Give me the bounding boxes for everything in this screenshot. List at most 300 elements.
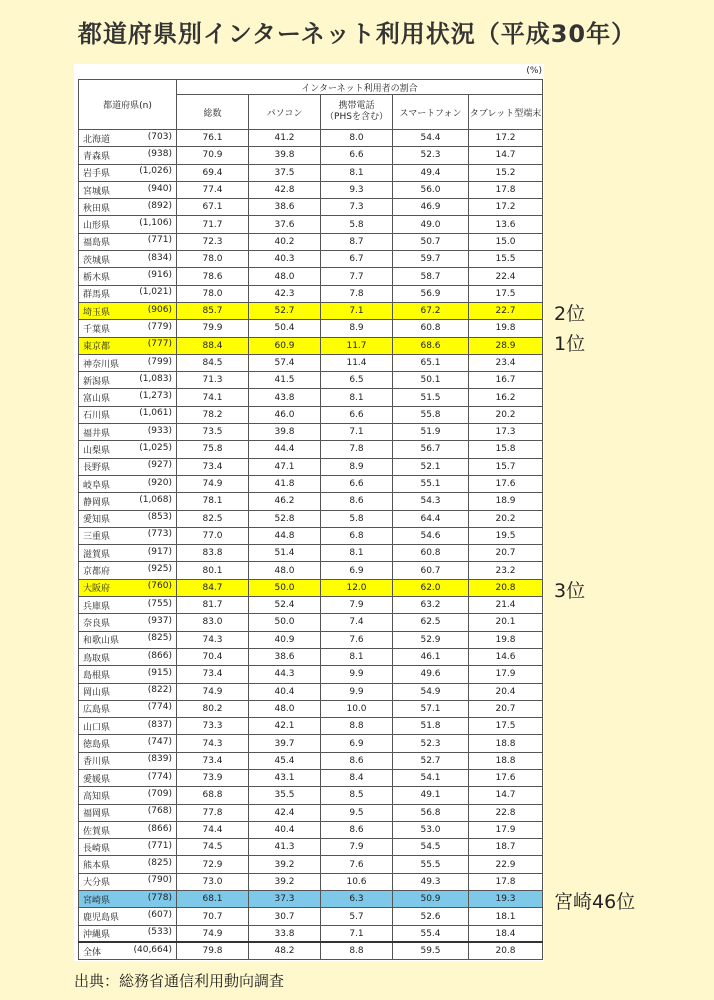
prefecture-name: 岡山県 <box>83 688 111 699</box>
pc-value: 48.0 <box>249 268 321 285</box>
sample-size: (866) <box>147 823 172 834</box>
tablet-value: 22.8 <box>469 804 543 821</box>
mobile-value: 8.0 <box>321 130 393 147</box>
prefecture-cell <box>79 579 177 596</box>
prefecture-cell <box>79 942 177 959</box>
mobile-value: 7.1 <box>321 925 393 942</box>
prefecture-name: 福島県 <box>83 238 111 249</box>
prefecture-cell <box>79 597 177 614</box>
smartphone-value: 46.9 <box>393 199 469 216</box>
table-row <box>79 389 543 406</box>
pc-value: 46.2 <box>249 493 321 510</box>
total-value: 73.5 <box>177 424 249 441</box>
header-group: インターネット利用者の割合 <box>177 80 543 95</box>
pc-value: 37.3 <box>249 891 321 908</box>
total-value: 83.8 <box>177 545 249 562</box>
mobile-value: 7.3 <box>321 199 393 216</box>
tablet-value: 17.2 <box>469 199 543 216</box>
total-value: 73.4 <box>177 752 249 769</box>
prefecture-name: 大阪府 <box>83 584 111 595</box>
pc-value: 30.7 <box>249 908 321 925</box>
mobile-value: 8.9 <box>321 458 393 475</box>
prefecture-cell <box>79 562 177 579</box>
tablet-value: 16.2 <box>469 389 543 406</box>
mobile-value: 8.4 <box>321 769 393 786</box>
pc-value: 38.6 <box>249 648 321 665</box>
mobile-value: 6.6 <box>321 147 393 164</box>
page-title: 都道府県別インターネット利用状況（平成30年） <box>77 20 637 48</box>
table-row <box>79 181 543 198</box>
mobile-value: 8.6 <box>321 493 393 510</box>
sample-size: (1,021) <box>139 287 172 298</box>
source-note: 出典：総務省通信利用動向調査 <box>74 972 285 990</box>
table-row <box>79 130 543 147</box>
prefecture-name: 長野県 <box>83 463 111 474</box>
prefecture-name: 大分県 <box>83 878 111 889</box>
mobile-value: 10.6 <box>321 873 393 890</box>
smartphone-value: 50.1 <box>393 372 469 389</box>
pc-value: 48.0 <box>249 700 321 717</box>
total-value: 78.0 <box>177 285 249 302</box>
smartphone-value: 52.3 <box>393 735 469 752</box>
prefecture-cell <box>79 130 177 147</box>
pc-value: 44.3 <box>249 666 321 683</box>
pc-value: 50.4 <box>249 320 321 337</box>
mobile-value: 8.6 <box>321 821 393 838</box>
sample-size: (40,664) <box>133 944 172 955</box>
pc-value: 42.8 <box>249 181 321 198</box>
pc-value: 44.4 <box>249 441 321 458</box>
total-value: 84.7 <box>177 579 249 596</box>
pc-value: 51.4 <box>249 545 321 562</box>
pc-value: 39.7 <box>249 735 321 752</box>
total-value: 72.3 <box>177 233 249 250</box>
tablet-value: 20.4 <box>469 683 543 700</box>
sample-size: (916) <box>147 270 172 281</box>
prefecture-name: 広島県 <box>83 705 111 716</box>
pc-value: 39.2 <box>249 873 321 890</box>
tablet-value: 28.9 <box>469 337 543 354</box>
total-value: 78.6 <box>177 268 249 285</box>
table-row <box>79 441 543 458</box>
table-row <box>79 285 543 302</box>
total-value: 74.9 <box>177 925 249 942</box>
pc-value: 40.3 <box>249 251 321 268</box>
table-row <box>79 302 543 319</box>
table-row <box>79 873 543 890</box>
total-value: 79.8 <box>177 942 249 959</box>
prefecture-name: 兵庫県 <box>83 601 111 612</box>
pc-value: 50.0 <box>249 614 321 631</box>
total-value: 85.7 <box>177 302 249 319</box>
smartphone-value: 49.6 <box>393 666 469 683</box>
pc-value: 41.8 <box>249 475 321 492</box>
pc-value: 57.4 <box>249 354 321 371</box>
tablet-value: 17.8 <box>469 873 543 890</box>
prefecture-cell <box>79 233 177 250</box>
table-row <box>79 942 543 959</box>
prefecture-name: 全体 <box>83 947 102 958</box>
sample-size: (834) <box>147 252 172 263</box>
smartphone-value: 54.5 <box>393 839 469 856</box>
tablet-value: 20.7 <box>469 545 543 562</box>
prefecture-cell <box>79 147 177 164</box>
sample-size: (768) <box>147 806 172 817</box>
mobile-value: 10.0 <box>321 700 393 717</box>
mobile-value: 7.6 <box>321 856 393 873</box>
table-row <box>79 233 543 250</box>
prefecture-cell <box>79 302 177 319</box>
tablet-value: 15.5 <box>469 251 543 268</box>
tablet-value: 17.9 <box>469 821 543 838</box>
total-value: 74.1 <box>177 389 249 406</box>
total-value: 77.8 <box>177 804 249 821</box>
smartphone-value: 50.9 <box>393 891 469 908</box>
tablet-value: 17.5 <box>469 718 543 735</box>
prefecture-name: 山梨県 <box>83 445 111 456</box>
mobile-value: 7.1 <box>321 424 393 441</box>
sample-size: (760) <box>147 581 172 592</box>
prefecture-name: 千葉県 <box>83 324 111 335</box>
sample-size: (703) <box>147 131 172 142</box>
prefecture-cell <box>79 545 177 562</box>
prefecture-cell <box>79 683 177 700</box>
tablet-value: 20.8 <box>469 942 543 959</box>
smartphone-value: 64.4 <box>393 510 469 527</box>
table-row <box>79 579 543 596</box>
table-row <box>79 527 543 544</box>
sample-size: (917) <box>147 546 172 557</box>
total-value: 83.0 <box>177 614 249 631</box>
smartphone-value: 62.0 <box>393 579 469 596</box>
table-row <box>79 147 543 164</box>
mobile-value: 7.4 <box>321 614 393 631</box>
smartphone-value: 51.5 <box>393 389 469 406</box>
smartphone-value: 49.0 <box>393 216 469 233</box>
sample-size: (799) <box>147 356 172 367</box>
total-value: 74.4 <box>177 821 249 838</box>
header-pc: パソコン <box>249 95 321 130</box>
prefecture-cell <box>79 614 177 631</box>
smartphone-value: 51.8 <box>393 718 469 735</box>
prefecture-name: 三重県 <box>83 532 111 543</box>
prefecture-cell <box>79 804 177 821</box>
mobile-value: 9.9 <box>321 683 393 700</box>
smartphone-value: 54.9 <box>393 683 469 700</box>
smartphone-value: 56.7 <box>393 441 469 458</box>
pc-value: 40.4 <box>249 683 321 700</box>
prefecture-cell <box>79 424 177 441</box>
total-value: 74.3 <box>177 735 249 752</box>
rank-label-osaka: 3位 <box>554 580 586 602</box>
sample-size: (1,083) <box>139 373 172 384</box>
smartphone-value: 67.2 <box>393 302 469 319</box>
prefecture-name: 福井県 <box>83 428 111 439</box>
sample-size: (777) <box>147 339 172 350</box>
mobile-value: 9.5 <box>321 804 393 821</box>
total-value: 76.1 <box>177 130 249 147</box>
prefecture-name: 東京都 <box>83 342 111 353</box>
pc-value: 42.3 <box>249 285 321 302</box>
mobile-value: 6.5 <box>321 372 393 389</box>
rank-label-tokyo: 1位 <box>554 333 586 355</box>
tablet-value: 17.5 <box>469 285 543 302</box>
prefecture-cell <box>79 354 177 371</box>
pc-value: 46.0 <box>249 406 321 423</box>
smartphone-value: 54.1 <box>393 769 469 786</box>
prefecture-name: 福岡県 <box>83 809 111 820</box>
sample-size: (915) <box>147 667 172 678</box>
tablet-value: 15.0 <box>469 233 543 250</box>
header-prefecture: 都道府県(n) <box>79 80 177 130</box>
table-row <box>79 458 543 475</box>
prefecture-name: 宮城県 <box>83 186 111 197</box>
header-tablet: タブレット型端末 <box>469 95 543 130</box>
tablet-value: 21.4 <box>469 597 543 614</box>
rank-label-miyazaki: 宮崎46位 <box>554 891 636 913</box>
total-value: 78.1 <box>177 493 249 510</box>
pc-value: 37.6 <box>249 216 321 233</box>
pc-value: 39.2 <box>249 856 321 873</box>
sample-size: (933) <box>147 425 172 436</box>
tablet-value: 16.7 <box>469 372 543 389</box>
mobile-value: 7.7 <box>321 268 393 285</box>
pc-value: 41.2 <box>249 130 321 147</box>
mobile-value: 7.1 <box>321 302 393 319</box>
sample-size: (822) <box>147 685 172 696</box>
pc-value: 45.4 <box>249 752 321 769</box>
pc-value: 40.2 <box>249 233 321 250</box>
total-value: 74.3 <box>177 631 249 648</box>
table-row <box>79 475 543 492</box>
total-value: 73.4 <box>177 666 249 683</box>
smartphone-value: 54.6 <box>393 527 469 544</box>
prefecture-cell <box>79 268 177 285</box>
table-row <box>79 199 543 216</box>
sample-size: (837) <box>147 719 172 730</box>
tablet-value: 14.6 <box>469 648 543 665</box>
prefecture-name: 北海道 <box>83 134 111 145</box>
sample-size: (1,061) <box>139 408 172 419</box>
pc-value: 48.2 <box>249 942 321 959</box>
table-row <box>79 337 543 354</box>
mobile-value: 8.7 <box>321 233 393 250</box>
prefecture-cell <box>79 908 177 925</box>
sample-size: (771) <box>147 235 172 246</box>
smartphone-value: 68.6 <box>393 337 469 354</box>
table-row <box>79 216 543 233</box>
sample-size: (920) <box>147 477 172 488</box>
smartphone-value: 52.9 <box>393 631 469 648</box>
tablet-value: 22.7 <box>469 302 543 319</box>
pc-value: 50.0 <box>249 579 321 596</box>
pc-value: 42.4 <box>249 804 321 821</box>
tablet-value: 19.5 <box>469 527 543 544</box>
smartphone-value: 60.7 <box>393 562 469 579</box>
mobile-value: 8.1 <box>321 389 393 406</box>
table-row <box>79 908 543 925</box>
prefecture-name: 奈良県 <box>83 618 111 629</box>
prefecture-name: 高知県 <box>83 791 111 802</box>
sample-size: (925) <box>147 564 172 575</box>
prefecture-name: 新潟県 <box>83 376 111 387</box>
pc-value: 43.8 <box>249 389 321 406</box>
sample-size: (853) <box>147 512 172 523</box>
tablet-value: 20.7 <box>469 700 543 717</box>
table-row <box>79 251 543 268</box>
pc-value: 33.8 <box>249 925 321 942</box>
table-row <box>79 406 543 423</box>
mobile-value: 7.6 <box>321 631 393 648</box>
table-row <box>79 648 543 665</box>
total-value: 70.7 <box>177 908 249 925</box>
prefecture-name: 群馬県 <box>83 290 111 301</box>
sample-size: (755) <box>147 598 172 609</box>
pc-value: 52.4 <box>249 597 321 614</box>
prefecture-cell <box>79 527 177 544</box>
prefecture-cell <box>79 787 177 804</box>
tablet-value: 18.8 <box>469 752 543 769</box>
prefecture-cell <box>79 735 177 752</box>
smartphone-value: 49.4 <box>393 164 469 181</box>
mobile-value: 7.9 <box>321 839 393 856</box>
prefecture-cell <box>79 441 177 458</box>
pc-value: 40.9 <box>249 631 321 648</box>
table-row <box>79 510 543 527</box>
smartphone-value: 49.3 <box>393 873 469 890</box>
tablet-value: 13.6 <box>469 216 543 233</box>
smartphone-value: 50.7 <box>393 233 469 250</box>
table-row <box>79 856 543 873</box>
smartphone-value: 55.1 <box>393 475 469 492</box>
sample-size: (774) <box>147 771 172 782</box>
table-row <box>79 839 543 856</box>
mobile-value: 8.1 <box>321 545 393 562</box>
sample-size: (1,068) <box>139 494 172 505</box>
smartphone-value: 52.7 <box>393 752 469 769</box>
table-row <box>79 424 543 441</box>
tablet-value: 17.6 <box>469 475 543 492</box>
mobile-value: 6.3 <box>321 891 393 908</box>
prefecture-cell <box>79 718 177 735</box>
pc-value: 37.5 <box>249 164 321 181</box>
prefecture-cell <box>79 839 177 856</box>
tablet-value: 18.7 <box>469 839 543 856</box>
table-row <box>79 372 543 389</box>
sample-size: (778) <box>147 892 172 903</box>
prefecture-name: 滋賀県 <box>83 549 111 560</box>
tablet-value: 19.8 <box>469 320 543 337</box>
sample-size: (1,106) <box>139 218 172 229</box>
smartphone-value: 51.9 <box>393 424 469 441</box>
smartphone-value: 52.3 <box>393 147 469 164</box>
prefecture-cell <box>79 216 177 233</box>
prefecture-name: 岩手県 <box>83 169 111 180</box>
mobile-value: 8.8 <box>321 942 393 959</box>
total-value: 84.5 <box>177 354 249 371</box>
prefecture-cell <box>79 320 177 337</box>
prefecture-name: 岐阜県 <box>83 480 111 491</box>
tablet-value: 14.7 <box>469 147 543 164</box>
prefecture-name: 香川県 <box>83 757 111 768</box>
header-mobile: 携帯電話 （PHSを含む） <box>321 95 393 130</box>
total-value: 81.7 <box>177 597 249 614</box>
smartphone-value: 59.5 <box>393 942 469 959</box>
smartphone-value: 55.5 <box>393 856 469 873</box>
sample-size: (892) <box>147 200 172 211</box>
prefecture-cell <box>79 458 177 475</box>
table-row <box>79 752 543 769</box>
pc-value: 40.4 <box>249 821 321 838</box>
tablet-value: 14.7 <box>469 787 543 804</box>
total-value: 82.5 <box>177 510 249 527</box>
smartphone-value: 57.1 <box>393 700 469 717</box>
mobile-value: 9.9 <box>321 666 393 683</box>
mobile-value: 6.9 <box>321 735 393 752</box>
smartphone-value: 56.8 <box>393 804 469 821</box>
sample-size: (937) <box>147 615 172 626</box>
mobile-value: 12.0 <box>321 579 393 596</box>
mobile-value: 6.6 <box>321 475 393 492</box>
table-row <box>79 545 543 562</box>
tablet-value: 19.8 <box>469 631 543 648</box>
prefecture-cell <box>79 181 177 198</box>
tablet-value: 15.8 <box>469 441 543 458</box>
table-row <box>79 562 543 579</box>
prefecture-name: 青森県 <box>83 151 111 162</box>
prefecture-name: 佐賀県 <box>83 826 111 837</box>
pc-value: 60.9 <box>249 337 321 354</box>
prefecture-name: 長崎県 <box>83 843 111 854</box>
total-value: 69.4 <box>177 164 249 181</box>
tablet-value: 18.8 <box>469 735 543 752</box>
smartphone-value: 53.0 <box>393 821 469 838</box>
smartphone-value: 58.7 <box>393 268 469 285</box>
mobile-value: 8.1 <box>321 164 393 181</box>
total-value: 71.7 <box>177 216 249 233</box>
sample-size: (866) <box>147 650 172 661</box>
prefecture-name: 富山県 <box>83 394 111 405</box>
prefecture-cell <box>79 648 177 665</box>
total-value: 72.9 <box>177 856 249 873</box>
smartphone-value: 56.0 <box>393 181 469 198</box>
prefecture-name: 徳島県 <box>83 740 111 751</box>
pc-value: 52.7 <box>249 302 321 319</box>
total-value: 78.2 <box>177 406 249 423</box>
sample-size: (940) <box>147 183 172 194</box>
mobile-value: 7.8 <box>321 285 393 302</box>
prefecture-cell <box>79 821 177 838</box>
table-row <box>79 354 543 371</box>
sample-size: (790) <box>147 875 172 886</box>
tablet-value: 17.8 <box>469 181 543 198</box>
total-value: 73.4 <box>177 458 249 475</box>
prefecture-cell <box>79 891 177 908</box>
total-value: 70.9 <box>177 147 249 164</box>
prefecture-cell <box>79 372 177 389</box>
mobile-value: 8.9 <box>321 320 393 337</box>
smartphone-value: 49.1 <box>393 787 469 804</box>
table-row <box>79 320 543 337</box>
tablet-value: 17.6 <box>469 769 543 786</box>
prefecture-name: 宮崎県 <box>83 895 111 906</box>
pc-value: 43.1 <box>249 769 321 786</box>
table-row <box>79 493 543 510</box>
prefecture-name: 鹿児島県 <box>83 913 120 923</box>
mobile-value: 5.7 <box>321 908 393 925</box>
sample-size: (747) <box>147 737 172 748</box>
sample-size: (825) <box>147 858 172 869</box>
